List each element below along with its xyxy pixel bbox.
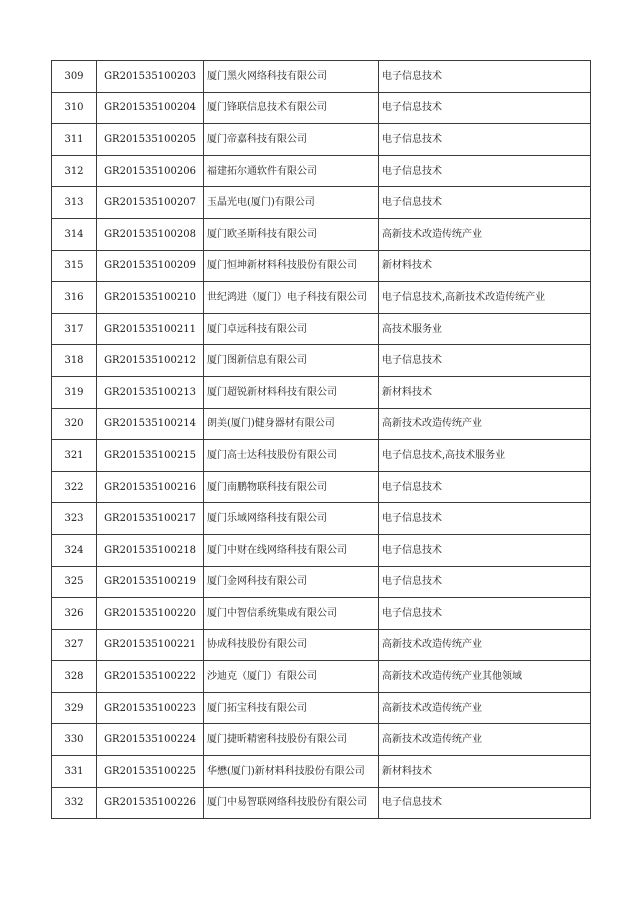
certificate-code-cell: GR201535100223 xyxy=(97,692,204,724)
row-number-cell: 314 xyxy=(52,218,97,250)
row-number-cell: 323 xyxy=(52,503,97,535)
tech-field-cell: 高新技术改造传统产业 xyxy=(379,724,591,756)
table-row xyxy=(52,313,591,345)
company-name-cell: 世纪鸿进（厦门）电子科技有限公司 xyxy=(204,282,379,314)
tech-field-cell: 高技术服务业 xyxy=(379,313,591,345)
tech-field-cell: 高新技术改造传统产业 xyxy=(379,218,591,250)
table-row xyxy=(52,250,591,282)
row-number-cell: 326 xyxy=(52,598,97,630)
table-row xyxy=(52,756,591,788)
table-row xyxy=(52,345,591,377)
certificate-code-cell: GR201535100204 xyxy=(97,92,204,124)
row-number-cell: 329 xyxy=(52,692,97,724)
certificate-code-cell: GR201535100221 xyxy=(97,629,204,661)
company-name-cell: 厦门卓远科技有限公司 xyxy=(204,313,379,345)
company-name-cell: 厦门欧圣斯科技有限公司 xyxy=(204,218,379,250)
company-name-cell: 厦门恒坤新材料科技股份有限公司 xyxy=(204,250,379,282)
company-name-cell: 厦门中易智联网络科技股份有限公司 xyxy=(204,787,379,819)
table-row xyxy=(52,692,591,724)
tech-field-cell: 电子信息技术 xyxy=(379,92,591,124)
table-row xyxy=(52,408,591,440)
certificate-code-cell: GR201535100213 xyxy=(97,376,204,408)
certificate-code-cell: GR201535100210 xyxy=(97,282,204,314)
tech-field-cell: 电子信息技术 xyxy=(379,187,591,219)
certificate-code-cell: GR201535100218 xyxy=(97,534,204,566)
certificate-code-cell: GR201535100207 xyxy=(97,187,204,219)
row-number-cell: 317 xyxy=(52,313,97,345)
tech-field-cell: 电子信息技术 xyxy=(379,503,591,535)
tech-field-cell: 电子信息技术 xyxy=(379,124,591,156)
table-row xyxy=(52,598,591,630)
table-row xyxy=(52,566,591,598)
row-number-cell: 330 xyxy=(52,724,97,756)
company-name-cell: 厦门锋联信息技术有限公司 xyxy=(204,92,379,124)
certificate-code-cell: GR201535100215 xyxy=(97,440,204,472)
certificate-code-cell: GR201535100214 xyxy=(97,408,204,440)
row-number-cell: 310 xyxy=(52,92,97,124)
tech-field-cell: 电子信息技术 xyxy=(379,61,591,93)
company-name-cell: 福建拓尔通软件有限公司 xyxy=(204,155,379,187)
table-row xyxy=(52,61,591,93)
certificate-code-cell: GR201535100220 xyxy=(97,598,204,630)
table-row xyxy=(52,787,591,819)
tech-field-cell: 电子信息技术,高技术服务业 xyxy=(379,440,591,472)
tech-field-cell: 电子信息技术 xyxy=(379,566,591,598)
certificate-code-cell: GR201535100222 xyxy=(97,661,204,693)
company-name-cell: 厦门图新信息有限公司 xyxy=(204,345,379,377)
certificate-code-cell: GR201535100206 xyxy=(97,155,204,187)
row-number-cell: 322 xyxy=(52,471,97,503)
tech-field-cell: 新材料技术 xyxy=(379,376,591,408)
row-number-cell: 311 xyxy=(52,124,97,156)
company-name-cell: 厦门高士达科技股份有限公司 xyxy=(204,440,379,472)
company-name-cell: 厦门中财在线网络科技有限公司 xyxy=(204,534,379,566)
company-name-cell: 协成科技股份有限公司 xyxy=(204,629,379,661)
company-name-cell: 厦门捷昕精密科技股份有限公司 xyxy=(204,724,379,756)
certificate-code-cell: GR201535100203 xyxy=(97,61,204,93)
tech-field-cell: 电子信息技术 xyxy=(379,471,591,503)
certificate-code-cell: GR201535100224 xyxy=(97,724,204,756)
tech-field-cell: 电子信息技术 xyxy=(379,155,591,187)
tech-field-cell: 高新技术改造传统产业 xyxy=(379,692,591,724)
company-name-cell: 厦门黑火网络科技有限公司 xyxy=(204,61,379,93)
tech-field-cell: 电子信息技术 xyxy=(379,787,591,819)
certificate-code-cell: GR201535100217 xyxy=(97,503,204,535)
tech-field-cell: 电子信息技术 xyxy=(379,345,591,377)
company-name-cell: 沙迪克（厦门）有限公司 xyxy=(204,661,379,693)
certificate-table xyxy=(51,60,591,819)
row-number-cell: 325 xyxy=(52,566,97,598)
table-row xyxy=(52,92,591,124)
table-row xyxy=(52,724,591,756)
row-number-cell: 328 xyxy=(52,661,97,693)
certificate-code-cell: GR201535100226 xyxy=(97,787,204,819)
table-row xyxy=(52,282,591,314)
certificate-code-cell: GR201535100219 xyxy=(97,566,204,598)
certificate-code-cell: GR201535100212 xyxy=(97,345,204,377)
row-number-cell: 332 xyxy=(52,787,97,819)
table-row xyxy=(52,187,591,219)
row-number-cell: 312 xyxy=(52,155,97,187)
row-number-cell: 324 xyxy=(52,534,97,566)
table-row xyxy=(52,503,591,535)
company-name-cell: 厦门超锐新材料科技有限公司 xyxy=(204,376,379,408)
tech-field-cell: 新材料技术 xyxy=(379,756,591,788)
row-number-cell: 318 xyxy=(52,345,97,377)
row-number-cell: 313 xyxy=(52,187,97,219)
table-row xyxy=(52,661,591,693)
certificate-code-cell: GR201535100225 xyxy=(97,756,204,788)
row-number-cell: 309 xyxy=(52,61,97,93)
table-row xyxy=(52,218,591,250)
tech-field-cell: 高新技术改造传统产业其他领域 xyxy=(379,661,591,693)
row-number-cell: 327 xyxy=(52,629,97,661)
company-name-cell: 厦门南鹏物联科技有限公司 xyxy=(204,471,379,503)
tech-field-cell: 电子信息技术 xyxy=(379,598,591,630)
tech-field-cell: 电子信息技术,高新技术改造传统产业 xyxy=(379,282,591,314)
table-row xyxy=(52,124,591,156)
certificate-code-cell: GR201535100211 xyxy=(97,313,204,345)
company-name-cell: 朗美(厦门)健身器材有限公司 xyxy=(204,408,379,440)
row-number-cell: 319 xyxy=(52,376,97,408)
certificate-code-cell: GR201535100216 xyxy=(97,471,204,503)
table-row xyxy=(52,376,591,408)
company-name-cell: 厦门拓宝科技有限公司 xyxy=(204,692,379,724)
certificate-code-cell: GR201535100208 xyxy=(97,218,204,250)
table-body xyxy=(52,61,591,819)
row-number-cell: 315 xyxy=(52,250,97,282)
row-number-cell: 320 xyxy=(52,408,97,440)
table-row xyxy=(52,155,591,187)
company-name-cell: 玉晶光电(厦门)有限公司 xyxy=(204,187,379,219)
company-name-cell: 厦门帝嘉科技有限公司 xyxy=(204,124,379,156)
table-row xyxy=(52,440,591,472)
tech-field-cell: 新材料技术 xyxy=(379,250,591,282)
table-row xyxy=(52,534,591,566)
certificate-code-cell: GR201535100205 xyxy=(97,124,204,156)
table-row xyxy=(52,629,591,661)
company-name-cell: 厦门金网科技有限公司 xyxy=(204,566,379,598)
row-number-cell: 321 xyxy=(52,440,97,472)
table-row xyxy=(52,471,591,503)
company-name-cell: 厦门中智信系统集成有限公司 xyxy=(204,598,379,630)
company-name-cell: 厦门乐域网络科技有限公司 xyxy=(204,503,379,535)
certificate-code-cell: GR201535100209 xyxy=(97,250,204,282)
tech-field-cell: 高新技术改造传统产业 xyxy=(379,629,591,661)
company-name-cell: 华懋(厦门)新材料科技股份有限公司 xyxy=(204,756,379,788)
row-number-cell: 331 xyxy=(52,756,97,788)
tech-field-cell: 电子信息技术 xyxy=(379,534,591,566)
row-number-cell: 316 xyxy=(52,282,97,314)
tech-field-cell: 高新技术改造传统产业 xyxy=(379,408,591,440)
